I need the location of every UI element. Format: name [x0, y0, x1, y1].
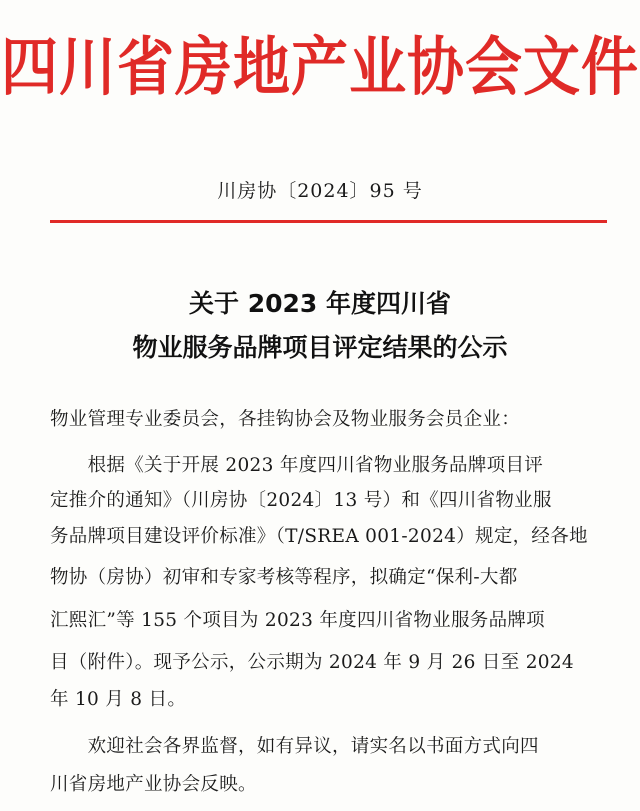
title-line-2: 物业服务品牌项目评定结果的公示 [132, 333, 508, 362]
body-line-7: 年 10 月 8 日。 [50, 689, 187, 710]
body-line-4: 物协（房协）初审和专家考核等程序，拟确定“保利-大都 [50, 567, 518, 588]
body-line-1: 根据《关于开展 2023 年度四川省物业服务品牌项目评 [50, 455, 544, 476]
addressee: 物业管理专业委员会，各挂钩协会及物业服务会员企业： [50, 409, 521, 430]
issuer-header: 四川省房地产业协会文件 [1, 29, 639, 105]
body-line-9: 川省房地产业协会反映。 [50, 774, 257, 795]
red-separator-line [50, 220, 607, 223]
body-line-8: 欢迎社会各界监督，如有异议，请实名以书面方式向四 [50, 736, 539, 757]
document-number: 川房协〔2024〕95 号 [217, 180, 423, 202]
body-line-2: 定推介的通知》（川房协〔2024〕13 号）和《四川省物业服 [50, 490, 552, 511]
body-line-6: 目（附件）。现予公示，公示期为 2024 年 9 月 26 日至 2024 [50, 652, 574, 673]
body-line-3: 务品牌项目建设评价标准》（T/SREA 001-2024）规定，经各地 [50, 526, 588, 547]
title-line-1: 关于 2023 年度四川省 [189, 289, 451, 318]
body-line-5: 汇熙汇”等 155 个项目为 2023 年度四川省物业服务品牌项 [50, 610, 545, 631]
